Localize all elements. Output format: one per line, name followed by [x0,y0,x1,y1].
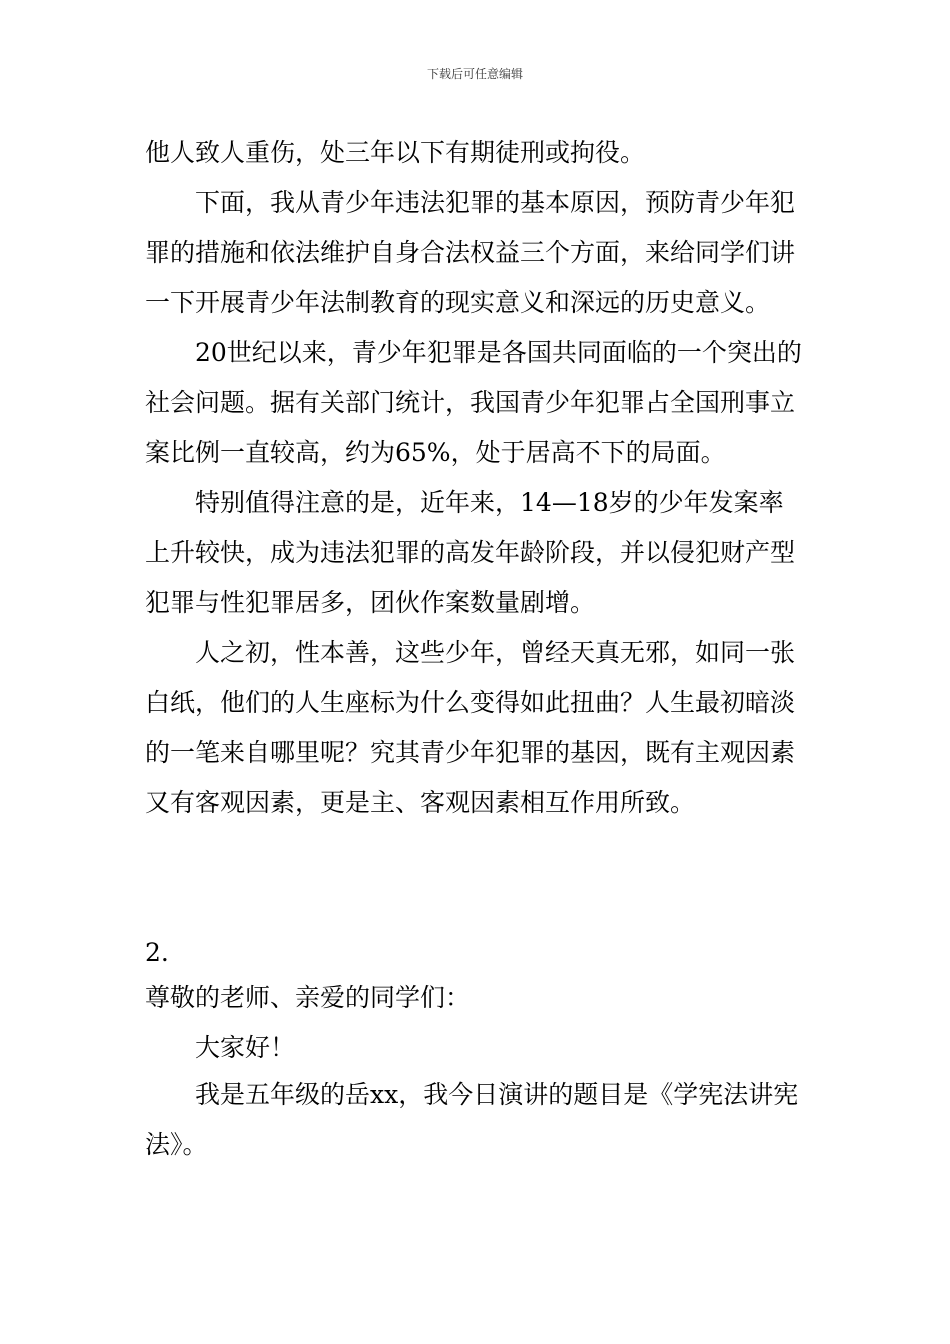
page-header: 下载后可任意编辑 [426,67,523,81]
paragraph-1: 他人致人重伤，处三年以下有期徒刑或拘役。 [145,138,646,167]
salutation: 尊敬的老师、亲爱的同学们： [145,983,471,1012]
paragraph-3: 20世纪以来，青少年犯罪是各国共同面临的一个突出的社会问题。据有关部门统计，我国青少年犯罪占全国刑事立案比例一直较高，约为65%，处于居高不下的局面。 [145,338,802,467]
paragraph-4: 特别值得注意的是，近年来，14—18岁的少年发案率上升较快，成为违法犯罪的高发年龄阶段，并以侵犯财产型犯罪与性犯罪居多，团伙作案数量剧增。 [145,488,796,617]
section-spacer [145,828,807,928]
paragraph-5: 人之初，性本善，这些少年，曾经天真无邪，如同一张白纸，他们的人生座标为什么变得如此扭曲？人生最初暗淡的一笔来自哪里呢？究其青少年犯罪的基因，既有主观因素又有客观因素，更是主、客观因素相互作用所致。 [145,638,796,817]
greeting: 大家好！ [195,1033,296,1062]
document-body [145,128,807,1170]
speech-intro: 我是五年级的岳xx，我今日演讲的题目是《学宪法讲宪法》。 [145,1080,799,1159]
paragraph-2: 下面，我从青少年违法犯罪的基本原因，预防青少年犯罪的措施和依法维护自身合法权益三个方面，来给同学们讲一下开展青少年法制教育的现实意义和深远的历史意义。 [145,188,796,317]
section-number: 2. [145,938,169,967]
